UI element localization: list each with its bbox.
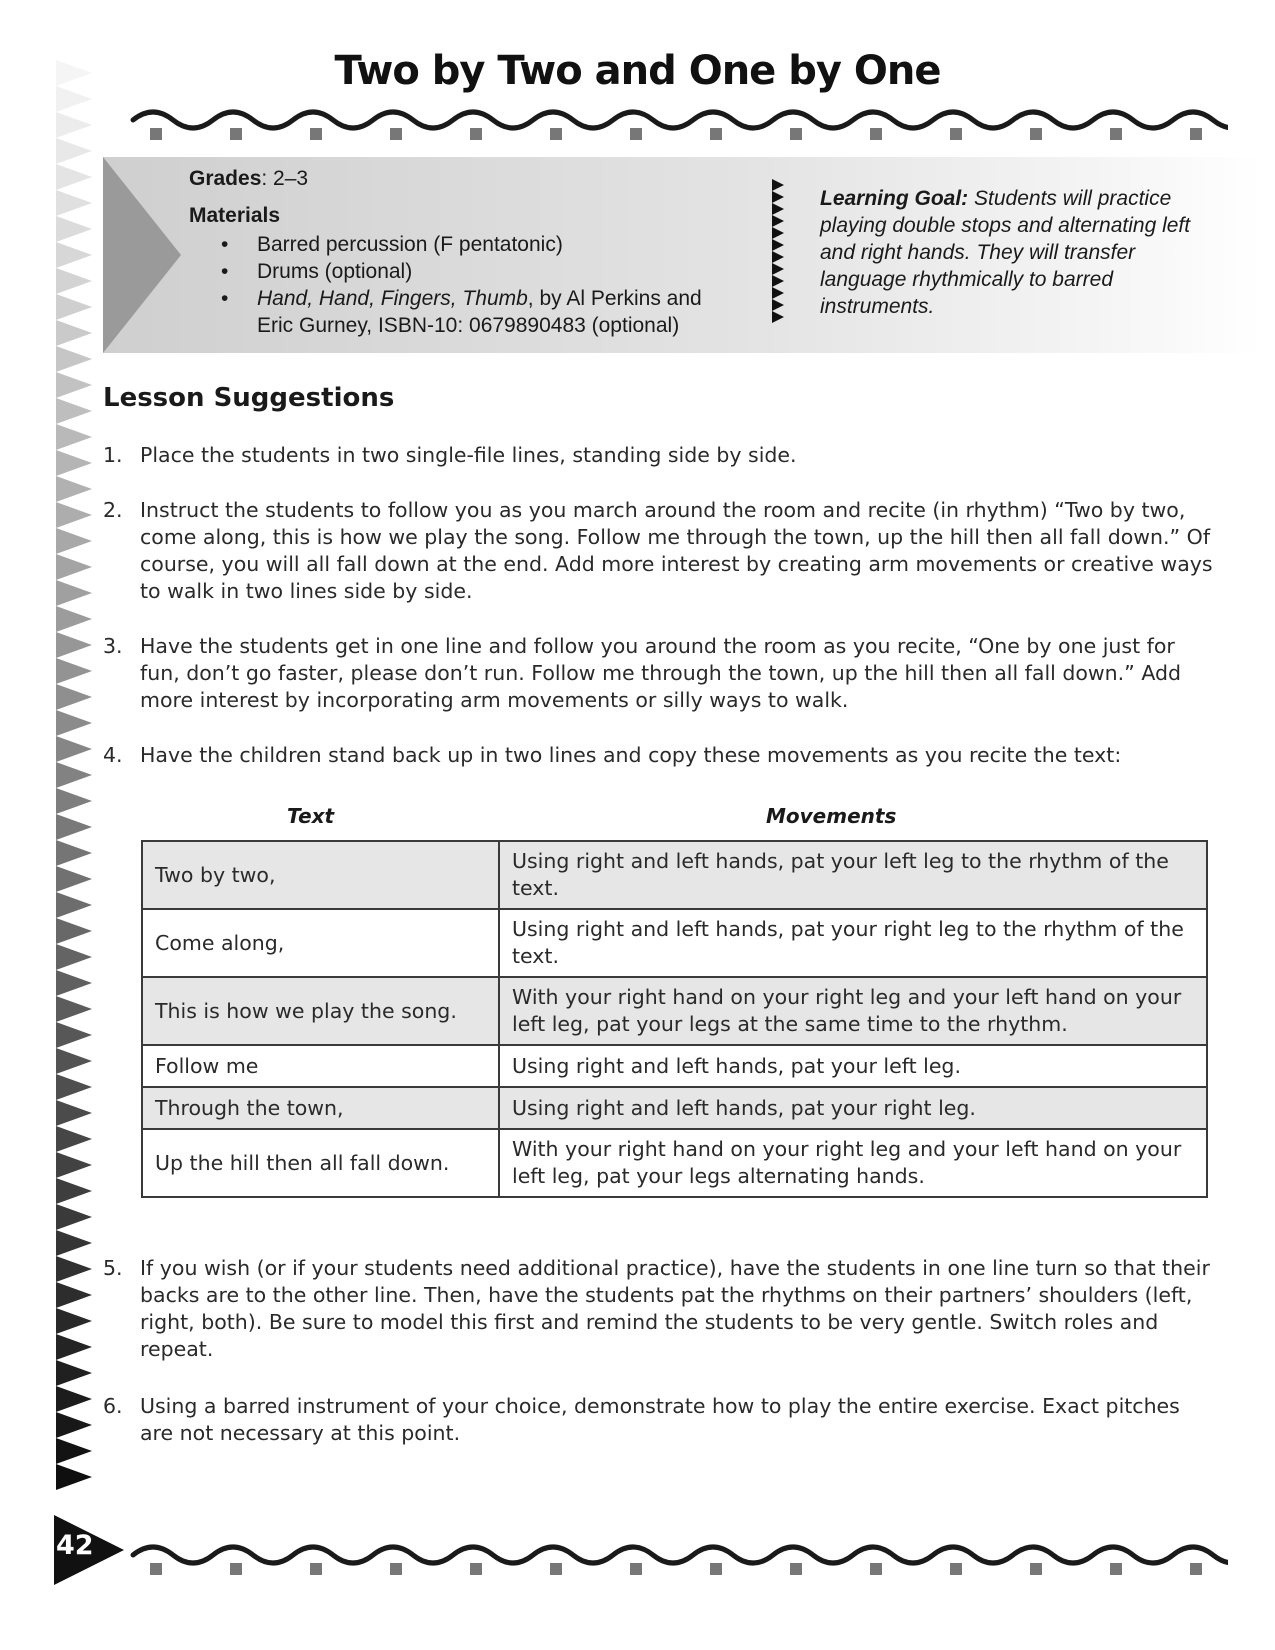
divider-triangle [772,191,784,203]
rail-triangle [56,840,92,866]
rail-triangle [56,1360,92,1386]
wave-square [550,128,562,140]
table-header-text: Text [287,804,335,828]
lesson-steps [103,442,1213,797]
rail-triangle [56,1100,92,1126]
wave-square [470,128,482,140]
rail-triangle [56,450,92,476]
rail-triangle [56,528,92,554]
wave-square [390,1563,402,1575]
wave-square [1190,128,1202,140]
step-number: 5. [103,1256,123,1280]
wave-square [150,1563,162,1575]
step-text: If you wish (or if your students need additional practice), have the students in one line turn so that their backs are to the other line. Then, have the students pat the rhythms on their partners’ shoulders (left, right, both). Be sure to model this first and remind the students to be very gentle. Switch roles and repeat. [140,1256,1210,1361]
wave-square [470,1563,482,1575]
rail-triangle [56,424,92,450]
divider-triangle [772,215,784,227]
table-row [142,909,1207,977]
rail-triangle [56,164,92,190]
step-text: Using a barred instrument of your choice, demonstrate how to play the entire exercise. Exact pitches are not necessary at this point. [140,1394,1180,1445]
triangle-divider-icon [770,179,788,329]
wave-square [1030,128,1042,140]
rail-triangle [56,372,92,398]
rail-triangle [56,944,92,970]
wave-square [230,128,242,140]
rail-triangle [56,684,92,710]
rail-triangle [56,866,92,892]
table-row [142,1129,1207,1197]
step-text: Instruct the students to follow you as you march around the room and recite (in rhythm) “Two by two, come along, this is how we play the song. Follow me through the town, up the hill then all fall down.” Of course, you will all fall down at the end. Add more interest by creating arm movements or creative ways to walk in two lines side by side. [140,498,1213,603]
rail-triangle [56,736,92,762]
rail-triangle [56,320,92,346]
step-item [103,742,1213,769]
wave-square [710,1563,722,1575]
wave-square [950,1563,962,1575]
wave-square [710,128,722,140]
table-cell-movement: Using right and left hands, pat your right leg. [499,1087,1207,1129]
page-title: Two by Two and One by One [334,48,941,94]
learning-goal-text: Students will practice playing double stops and alternating left and right hands. They will transfer language rhythmically to barred instruments. [820,187,1191,318]
wave-square [790,1563,802,1575]
learning-goal [820,185,1220,320]
rail-triangle [56,190,92,216]
rail-triangle [56,1386,92,1412]
rail-triangle [56,970,92,996]
wave-square [950,128,962,140]
rail-triangle [56,1438,92,1464]
movements-table [141,840,1208,1198]
step-text: Have the children stand back up in two lines and copy these movements as you recite the text: [140,743,1122,767]
step-number: 6. [103,1394,123,1418]
wave-square [550,1563,562,1575]
step-item [103,497,1213,605]
materials-item: • Barred percussion (F pentatonic) [221,231,741,258]
rail-triangle [56,294,92,320]
table-cell-text: Up the hill then all fall down. [142,1129,499,1197]
rail-triangle [56,216,92,242]
step-item [103,1393,1213,1447]
rail-triangle [56,1230,92,1256]
rail-triangle [56,606,92,632]
table-header-movements: Movements [766,804,897,828]
divider-triangle [772,203,784,215]
grades-line [189,167,308,191]
step-number: 3. [103,634,123,658]
table-row [142,977,1207,1045]
table-cell-text: Through the town, [142,1087,499,1129]
divider-triangle [772,311,784,323]
rail-triangle [56,1282,92,1308]
materials-item-book [221,285,741,339]
table-cell-text: Come along, [142,909,499,977]
step-item [103,633,1213,714]
step-number: 4. [103,743,123,767]
rail-triangle [56,632,92,658]
rail-triangle [56,554,92,580]
wave-square [870,128,882,140]
wave-square [310,1563,322,1575]
wave-square [630,1563,642,1575]
panel-arrow-icon [103,157,188,353]
wave-square [390,128,402,140]
wave-square [1110,1563,1122,1575]
bottom-wave-divider [128,1535,1228,1580]
table-cell-movement: With your right hand on your right leg and your left hand on your left leg, pat your legs at the same time to the rhythm. [499,977,1207,1045]
rail-triangle [56,1334,92,1360]
wave-square [870,1563,882,1575]
table-cell-movement: With your right hand on your right leg and your left hand on your left leg, pat your legs alternating hands. [499,1129,1207,1197]
rail-triangle [56,762,92,788]
table-row [142,1045,1207,1087]
rail-triangle [56,1412,92,1438]
step-number: 1. [103,443,123,467]
rail-triangle [56,138,92,164]
materials-item: • Drums (optional) [221,258,741,285]
rail-triangle [56,1308,92,1334]
materials-label: Materials [189,204,281,227]
rail-triangle [56,710,92,736]
info-panel [103,157,1263,353]
top-wave-divider [128,100,1228,145]
divider-triangle [772,239,784,251]
table-row [142,841,1207,909]
rail-triangle [56,1464,92,1490]
table-row [142,1087,1207,1129]
grades-label: Grades [189,167,262,190]
learning-goal-label: Learning Goal: [820,187,969,210]
rail-triangle [56,1152,92,1178]
wave-square [310,128,322,140]
wave-line [133,112,1228,128]
divider-triangle [772,299,784,311]
rail-triangle [56,398,92,424]
wave-square [150,128,162,140]
rail-triangle [56,814,92,840]
book-details: , by Al Perkins and Eric Gurney, ISBN-10: 0679890483 (optional) [257,287,702,337]
rail-triangle [56,1048,92,1074]
divider-triangle [772,227,784,239]
wave-square [1190,1563,1202,1575]
table-cell-text: This is how we play the song. [142,977,499,1045]
divider-triangle [772,179,784,191]
section-heading: Lesson Suggestions [103,383,395,413]
rail-triangle [56,476,92,502]
table-cell-text: Follow me [142,1045,499,1087]
rail-triangle [56,1256,92,1282]
book-title: Hand, Hand, Fingers, Thumb [257,287,528,310]
rail-triangle [56,112,92,138]
rail-triangle [56,1204,92,1230]
rail-triangle [56,346,92,372]
rail-triangle [56,892,92,918]
table-cell-movement: Using right and left hands, pat your left leg. [499,1045,1207,1087]
divider-triangle [772,263,784,275]
rail-triangle [56,268,92,294]
step-item [103,1255,1213,1363]
divider-triangle [772,287,784,299]
rail-triangle [56,1074,92,1100]
divider-triangle [772,275,784,287]
rail-triangle [56,918,92,944]
rail-triangle [56,996,92,1022]
table-cell-movement: Using right and left hands, pat your right leg to the rhythm of the text. [499,909,1207,977]
rail-triangle [56,1022,92,1048]
rail-triangle [56,502,92,528]
rail-triangle [56,242,92,268]
wave-line [133,1547,1228,1563]
rail-triangle [56,658,92,684]
rail-triangle [56,1126,92,1152]
rail-triangle [56,788,92,814]
wave-square [1030,1563,1042,1575]
step-number: 2. [103,498,123,522]
table-cell-movement: Using right and left hands, pat your left leg to the rhythm of the text. [499,841,1207,909]
grades-value: : 2–3 [261,167,309,190]
wave-square [790,128,802,140]
divider-triangle [772,251,784,263]
step-item [103,442,1213,469]
wave-square [630,128,642,140]
table-cell-text: Two by two, [142,841,499,909]
step-text: Place the students in two single-file lines, standing side by side. [140,443,797,467]
rail-triangle [56,1178,92,1204]
wave-square [1110,128,1122,140]
step-text: Have the students get in one line and follow you around the room as you recite, “One by one just for fun, don’t go faster, please don’t run. Follow me through the town, up the hill then all fall down.” Add more interest by incorporating arm movements or silly ways to walk. [140,634,1182,712]
page-number: 42 [56,1530,94,1561]
materials-list [221,231,741,339]
rail-triangle [56,580,92,606]
wave-square [230,1563,242,1575]
